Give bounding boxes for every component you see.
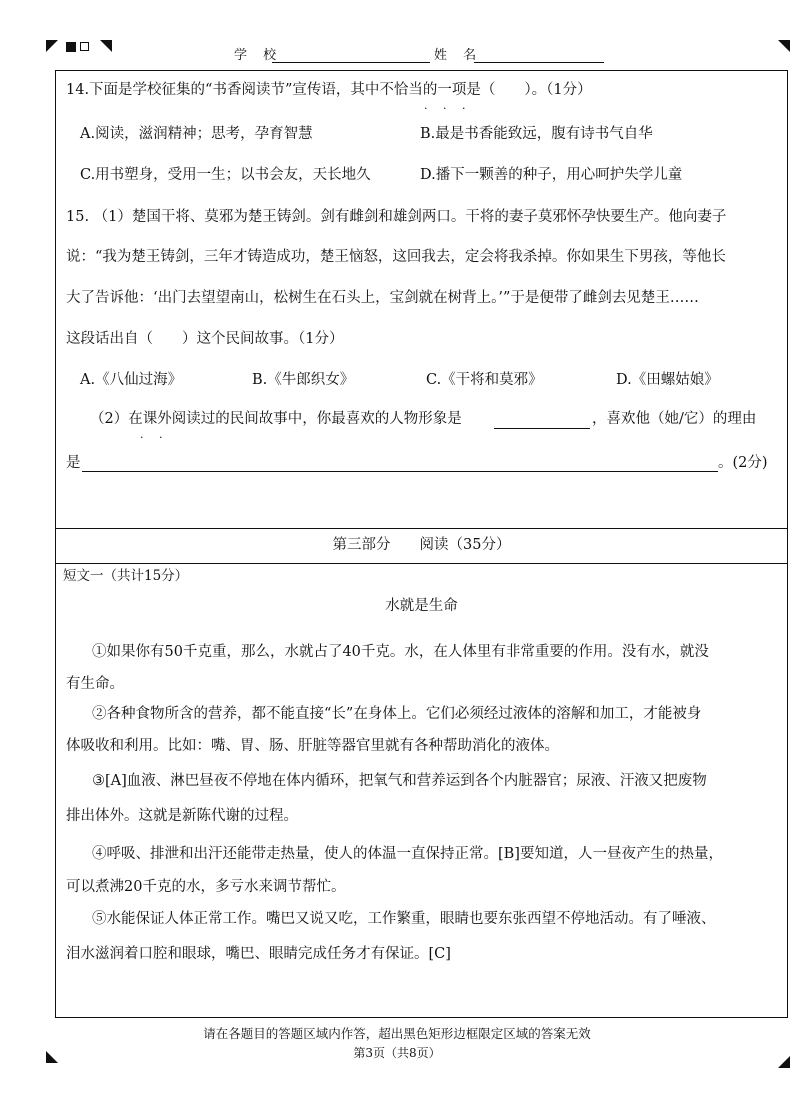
q14-stem: 14.下面是学校征集的“书香阅读节”宣传语，其中不恰当的一项是（ ）。（1分） <box>66 82 592 98</box>
q15-option-d[interactable]: D.《田螺姑娘》 <box>616 372 719 388</box>
name-blank[interactable] <box>474 62 604 63</box>
favorite-character-blank[interactable] <box>494 428 590 429</box>
q14-emphasis-dots: · · · <box>424 102 472 115</box>
para3-line2: 排出体外。这就是新陈代谢的过程。 <box>66 808 298 824</box>
q14-option-c[interactable]: C.用书塑身，受用一生；以书会友，天长地久 <box>80 167 371 183</box>
para1-line1: ①如果你有50千克重，那么，水就占了40千克。水，在人体里有非常重要的作用。没有水，就没 <box>92 644 709 660</box>
corner-mark-top-right <box>778 40 790 52</box>
para5-line1: ⑤水能保证人体正常工作。嘴巴又说又吃，工作繁重，眼睛也要东张西望不停地活动。有了唾液、 <box>92 911 716 927</box>
q15-option-b[interactable]: B.《牛郎织女》 <box>252 372 355 388</box>
answer-area-notice: 请在各题目的答题区域内作答，超出黑色矩形边框限定区域的答案无效 <box>203 1026 591 1041</box>
q15-passage-line2: 说：“我为楚王铸剑，三年才铸造成功，楚王恼怒，这回我去，定会将我杀掉。你如果生下男孩，等他长 <box>66 249 726 265</box>
q15-part2-reason-prompt: ，喜欢他（她/它）的理由 <box>592 411 757 427</box>
passage-label: 短文一（共计15分） <box>63 568 189 584</box>
page-number: 第3页（共8页） <box>353 1046 441 1060</box>
q15-option-a[interactable]: A.《八仙过海》 <box>80 372 183 388</box>
q15-part1-question: 这段话出自（ ）这个民间故事。（1分） <box>66 331 344 347</box>
corner-mark-top-left <box>46 40 58 52</box>
q15-part2-prompt: （2）在课外阅读过的民间故事中，你最喜欢的人物形象是 <box>90 411 462 427</box>
para2-line2: 体吸收和利用。比如：嘴、胃、肠、肝脏等器官里就有各种帮助消化的液体。 <box>66 738 559 754</box>
para2-line1: ②各种食物所含的营养，都不能直接“长”在身体上。它们必须经过液体的溶解和加工，才能被身 <box>92 706 702 722</box>
para3-line1: ③[A]血液、淋巴昼夜不停地在体内循环，把氧气和营养运到各个内脏器官；尿液、汗液又把废物 <box>92 773 707 789</box>
q15-passage-line1: 15. （1）楚国干将、莫邪为楚王铸剑。剑有雌剑和雄剑两口。干将的妻子莫邪怀孕快要生产。他向妻子 <box>66 209 727 225</box>
filled-square-mark <box>66 42 76 52</box>
corner-mark-top-left-2 <box>100 40 112 52</box>
q15-option-c[interactable]: C.《干将和莫邪》 <box>426 372 543 388</box>
q14-option-d[interactable]: D.播下一颗善的种子，用心呵护失学儿童 <box>420 167 683 183</box>
passage-title: 水就是生命 <box>385 598 458 614</box>
q15-points: 。(2分) <box>718 455 768 471</box>
q15-part2-line2-start: 是 <box>66 455 81 471</box>
q15-emphasis-dots: · · <box>140 431 169 444</box>
empty-square-mark <box>80 42 89 51</box>
para4-line1: ④呼吸、排泄和出汗还能带走热量，使人的体温一直保持正常。[B]要知道，人一昼夜产生的热量， <box>92 846 723 862</box>
reason-answer-blank[interactable] <box>82 471 718 472</box>
q14-option-b[interactable]: B.最是书香能致远，腹有诗书气自华 <box>420 126 653 142</box>
name-label: 姓 名 <box>434 48 483 63</box>
part3-title: 第三部分 阅读（35分） <box>332 537 511 553</box>
school-blank[interactable] <box>272 62 430 63</box>
para1-line2: 有生命。 <box>66 676 124 692</box>
para5-line2: 泪水滋润着口腔和眼球，嘴巴、眼睛完成任务才有保证。[C] <box>66 946 451 962</box>
q15-passage-line3: 大了告诉他：‘出门去望望南山，松树生在石头上，宝剑就在树背上。’”于是便带了雌剑去见楚王…… <box>66 290 699 306</box>
q14-option-a[interactable]: A.阅读，滋润精神；思考，孕育智慧 <box>80 126 313 142</box>
para4-line2: 可以煮沸20千克的水，多亏水来调节帮忙。 <box>66 879 346 895</box>
school-label: 学 校 <box>234 48 283 63</box>
